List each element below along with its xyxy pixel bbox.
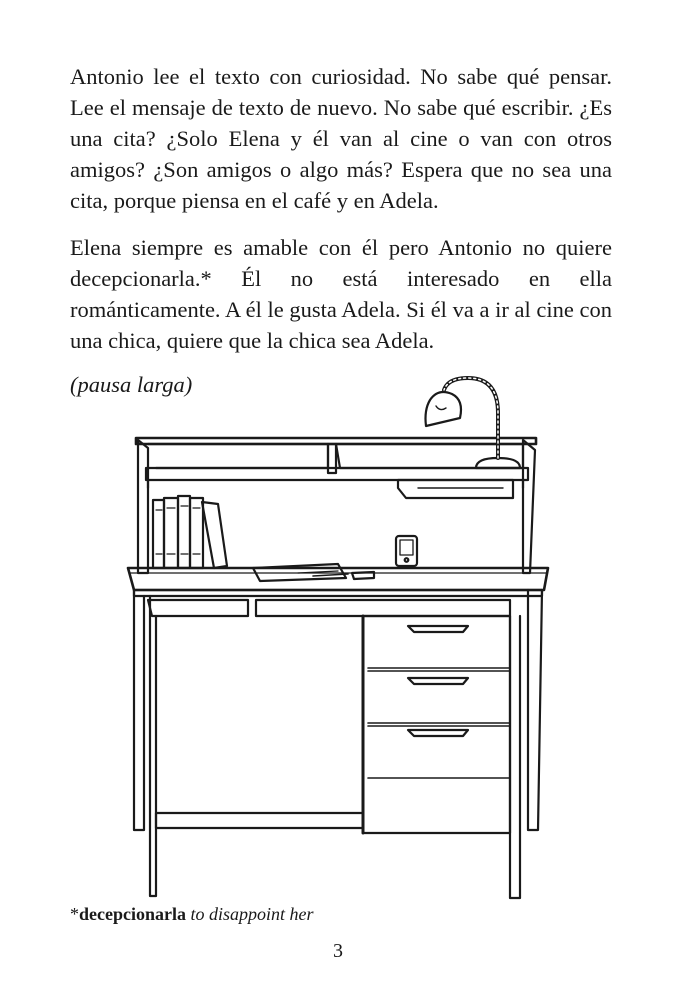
footnote-gloss: to disappoint her: [190, 904, 314, 924]
footnote-term: decepcionarla: [79, 904, 186, 924]
drawer-cabinet: [363, 616, 510, 833]
hutch-frame: [136, 438, 536, 573]
desk-illustration: [118, 368, 558, 903]
footnote-marker: *: [70, 904, 79, 924]
page-number: 3: [333, 940, 343, 962]
top-drawers: [148, 600, 510, 616]
desk-lamp-icon: [426, 378, 521, 468]
paragraph-2: Elena siempre es amable con él pero Antonio no quiere decepcionarla.* Él no está interesado en ella románticamente. A él le gusta Adela. Si él va a ir al cine con una chica, quiere que la chica sea Adela.: [70, 235, 612, 353]
paragraph-1: Antonio lee el texto con curiosidad. No sabe qué pensar. Lee el mensaje de texto de nuevo. No sabe qué escribir. ¿Es una cita? ¿Solo Elena y él van al cine o van con otros amigos? ¿Son amigos o algo más? Espera que no sea una cita, porque piensa en el café y en Adela.: [70, 64, 612, 213]
desk-legs: [134, 590, 542, 898]
footnote: [70, 904, 314, 925]
desk-top: [128, 568, 548, 596]
books-icon: [153, 496, 227, 568]
phone-icon: [396, 536, 417, 566]
stretcher: [156, 813, 363, 828]
stage-direction: (pausa larga): [70, 372, 193, 397]
shelf-light: [398, 480, 513, 498]
